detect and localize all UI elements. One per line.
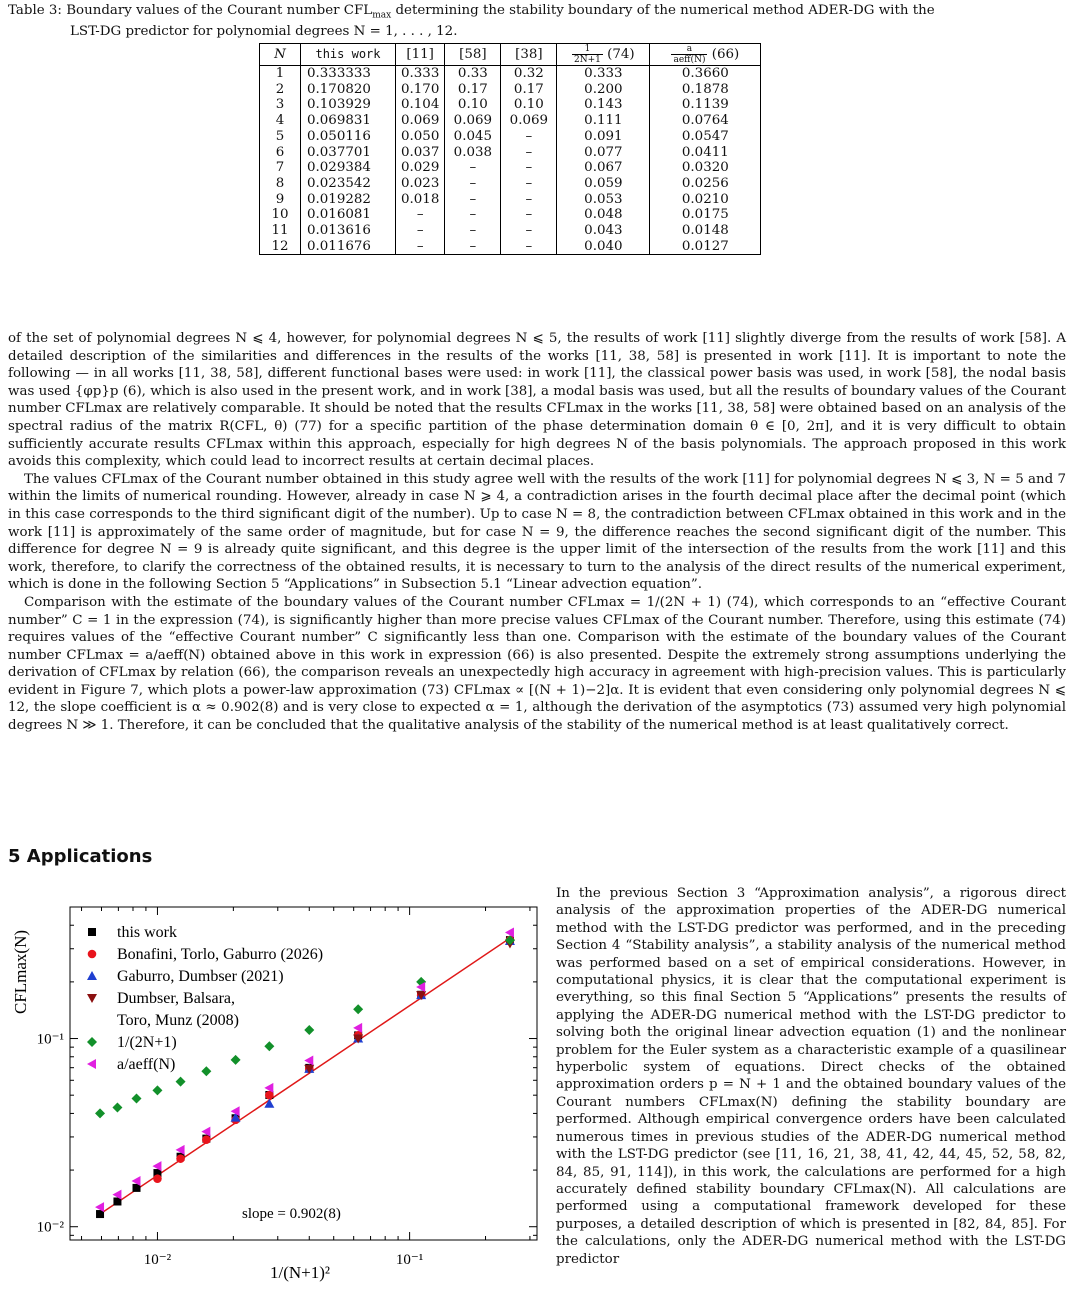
data-point-diamond (132, 1094, 142, 1104)
table-cell: 0.019282 (301, 192, 396, 208)
table-cell: – (501, 160, 557, 176)
table-cell: 0.0127 (650, 239, 761, 255)
frac-2: $\frac{a}{\text{aeff(N)}}$ (673, 44, 706, 65)
table-cell: 0.050 (396, 129, 445, 145)
table-cell: 0.17 (445, 82, 501, 98)
table-cell: 0.037701 (301, 145, 396, 161)
table-cell: 0.043 (557, 223, 650, 239)
legend-label: Toro, Munz (2008) (117, 1012, 239, 1029)
data-point-diamond (353, 1004, 363, 1014)
legend-marker-square (88, 928, 96, 936)
table-row (260, 129, 761, 145)
table-cell: 0.077 (557, 145, 650, 161)
section-title: 5 Applications (8, 846, 153, 867)
table-cell: 0.0320 (650, 160, 761, 176)
caption-sub: max (372, 10, 392, 21)
table-cell: 0.059 (557, 176, 650, 192)
body-text (8, 330, 1066, 735)
col-ref11: [11] (396, 44, 445, 66)
table-cell: 0.069 (445, 113, 501, 129)
table-cell: 0.069 (501, 113, 557, 129)
table-cell: 0.067 (557, 160, 650, 176)
table-cell: 0.17 (501, 82, 557, 98)
table-cell: – (396, 207, 445, 223)
table-cell: 1 (260, 66, 301, 82)
section-5-intro: In the previous Section 3 “Approximation analysis”, a rigorous direct analysis of the approximation properties of the ADER-DG numerical method with the LST-DG predictor was performed, and in the preceding Section 4 “Stability analysis”, a stability analysis of the numerical method was performed based on a set of empirical considerations. However, in computational physics, it is clear that the computational experiment is everything, so this final Section 5 “Applications” presents the results of applying the ADER-DG numerical method with the LST-DG predictor to solving both the original linear advection equation (1) and the nonlinear problem for the Euler system as a characteristic example of a quasilinear hyperbolic system of equations. Direct checks of the obtained approximation orders p = N + 1 and the obtained boundary values of the Courant numbers CFLmax(N) defining the stability boundary are performed. Although empirical convergence orders have been calculated numerous times in previous studies of the ADER-DG numerical method with the LST-DG predictor (see [11, 16, 21, 38, 41, 42, 44, 45, 52, 58, 82, 84, 85, 91, 114]), in this work, the calculations are performed for a high accurately defined stability boundary CFLmax(N). All calculations are performed using a computational framework developed for these purposes, a detailed description of which is presented in [82, 84, 85]. For the calculations, only the ADER-DG numerical method with the LST-DG predictor (556, 886, 1066, 1267)
table-row (260, 145, 761, 161)
table-row (260, 97, 761, 113)
table-cell: 0.048 (557, 207, 650, 223)
table-cell: 0.3660 (650, 66, 761, 82)
table-cell: 0.103929 (301, 97, 396, 113)
table-cell: – (501, 145, 557, 161)
table-cell: 0.0175 (650, 207, 761, 223)
table-cell: 2 (260, 82, 301, 98)
table-cell: 0.33 (445, 66, 501, 82)
table-cell: 0.023542 (301, 176, 396, 192)
cfl-loglog-chart (0, 880, 540, 1308)
data-point-diamond (201, 1066, 211, 1076)
col-estimate-74: $\frac{1}{2N+1}$ (74) (557, 44, 650, 66)
table-cell: – (501, 176, 557, 192)
table-cell: – (396, 223, 445, 239)
table-cell: 0.0256 (650, 176, 761, 192)
table-cell: 0.333333 (301, 66, 396, 82)
table-cell: 0.104 (396, 97, 445, 113)
table-cell: 0.029 (396, 160, 445, 176)
caption-line1: Table 3: Boundary values of the Courant number CFL (8, 3, 373, 18)
caption-line1-rest: determining the stability boundary of the numerical method ADER-DG with the (391, 3, 935, 18)
col-this-work: this work (301, 44, 396, 66)
table-cell: 0.10 (501, 97, 557, 113)
table-cell: 0.069 (396, 113, 445, 129)
table-row (260, 66, 761, 82)
table-cell: 0.018 (396, 192, 445, 208)
table-cell: 0.10 (445, 97, 501, 113)
col-ref38: [38] (501, 44, 557, 66)
legend-label: Dumbser, Balsara, (117, 990, 235, 1007)
table-cell: 9 (260, 192, 301, 208)
paragraph-2: The values CFLmax of the Courant number obtained in this study agree well with the results of the work [11] for polynomial degrees N ⩽ 3, N = 5 and 7 within the limits of numerical rounding. However, already in case N ⩾ 4, a contradiction arises in the fourth decimal place after the decimal point (which in this case corresponds to the third significant digit of the number). Up to case N = 8, the contradiction between CFLmax obtained in this work and in the work [11] is approximately of the same order of magnitude, but for case N = 9, the difference reaches the second significant digit of the number. This difference for degree N = 9 is already quite significant, and this degree is the upper limit of the intersection of the results from the work [11] and this work, therefore, to clarify the correctness of the obtained results, it is necessary to turn to the analysis of the direct results of the numerical experiment, which is done in the following Section 5 “Applications” in Subsection 5.1 “Linear advection equation”. (8, 471, 1066, 593)
data-point-diamond (176, 1077, 186, 1087)
table-cell: – (501, 239, 557, 255)
table-cell: – (445, 207, 501, 223)
data-point-circle (202, 1135, 211, 1144)
table-cell: 0.050116 (301, 129, 396, 145)
table-cell: 0.0764 (650, 113, 761, 129)
slope-annotation: slope = 0.902(8) (242, 1206, 341, 1222)
legend-marker-triangle-down (87, 994, 97, 1003)
table-cell: – (501, 129, 557, 145)
legend-label: 1/(2N+1) (117, 1034, 177, 1051)
table-cell: 11 (260, 223, 301, 239)
table-cell: – (445, 192, 501, 208)
legend-marker-circle (88, 950, 97, 959)
table-cell: 0.038 (445, 145, 501, 161)
x-axis-label: 1/(N+1)² (269, 1263, 331, 1282)
table-cell: 0.091 (557, 129, 650, 145)
y-tick-label: 10⁻² (36, 1219, 64, 1236)
table-cell: 0.333 (396, 66, 445, 82)
x-tick-label: 10⁻² (143, 1252, 172, 1268)
table-cell: – (445, 176, 501, 192)
table-cell: 0.170820 (301, 82, 396, 98)
table-cell: 0.32 (501, 66, 557, 82)
paragraph-3: Comparison with the estimate of the boundary values of the Courant number CFLmax = 1/(2N + 1) (74), which corresponds to an “effective Courant number” C = 1 in the expression (74), is significantly higher than more precise values CFLmax of the Courant number. Therefore, using this estimate (74) requires values of the “effective Courant number” C significantly less than one. Comparison with the estimate of the boundary values of the Courant number CFLmax = a/aeff(N) obtained above in this work in expression (66) is also presented. Despite the extremely strong assumptions underlying the derivation of CFLmax by relation (66), the comparison reveals an unexpectedly high accuracy in agreement with high-precision values. This is particularly evident in Figure 7, which plots a power-law approximation (73) CFLmax ∝ [(N + 1)−2]α. It is evident that even considering only polynomial degrees N ⩽ 12, the slope coefficient is α ≈ 0.902(8) and is very close to expected α = 1, although the derivation of the asymptotics (73) assumed very high polynomial degrees N ≫ 1. Therefore, it can be concluded that the qualitative analysis of the stability of the numerical method is at least qualitatively correct. (8, 594, 1066, 734)
table-cell: 6 (260, 145, 301, 161)
col-estimate-66: $\frac{a}{\text{aeff(N)}}$ (66) (650, 44, 761, 66)
table-cell: 0.143 (557, 97, 650, 113)
table-cell: 0.037 (396, 145, 445, 161)
table-row (260, 223, 761, 239)
table-row (260, 113, 761, 129)
table-row (260, 160, 761, 176)
data-point-diamond (112, 1103, 122, 1113)
data-point-diamond (152, 1085, 162, 1095)
legend-label: Bonafini, Torlo, Gaburro (2026) (117, 946, 324, 963)
col-ref58: [58] (445, 44, 501, 66)
table-cell: 10 (260, 207, 301, 223)
data-point-circle (153, 1174, 162, 1183)
table-cell: 12 (260, 239, 301, 255)
table-header-row (260, 44, 761, 66)
table-cell: 7 (260, 160, 301, 176)
table-cell: 0.0210 (650, 192, 761, 208)
table-cell: 3 (260, 97, 301, 113)
data-point-diamond (231, 1055, 241, 1065)
table-cell: 0.040 (557, 239, 650, 255)
legend-label: Gaburro, Dumbser (2021) (117, 968, 284, 985)
table-row (260, 207, 761, 223)
table-cell: 4 (260, 113, 301, 129)
table-cell: 0.1878 (650, 82, 761, 98)
table-cell: – (396, 239, 445, 255)
table-cell: 0.013616 (301, 223, 396, 239)
table-body (260, 66, 761, 255)
col-n: N (260, 44, 301, 66)
table-caption (8, 3, 1066, 40)
table-row (260, 239, 761, 255)
table-cell: 0.016081 (301, 207, 396, 223)
table-cell: 0.1139 (650, 97, 761, 113)
table-cell: 0.333 (557, 66, 650, 82)
data-point-diamond (95, 1108, 105, 1118)
x-tick-label: 10⁻¹ (395, 1252, 424, 1268)
table-row (260, 82, 761, 98)
table-cell: – (501, 207, 557, 223)
data-point-circle (176, 1154, 185, 1163)
y-tick-label: 10⁻¹ (36, 1031, 64, 1048)
y-axis-label: CFLmax(N) (11, 929, 30, 1015)
legend-label: a/aeff(N) (117, 1056, 176, 1073)
legend-marker-triangle-up (87, 971, 97, 980)
table-row (260, 192, 761, 208)
table-cell: 0.011676 (301, 239, 396, 255)
table-cell: – (445, 239, 501, 255)
paragraph-1: of the set of polynomial degrees N ⩽ 4, however, for polynomial degrees N ⩽ 5, the results of work [11] slightly diverge from the results of work [58]. A detailed description of the similarities and differences in the results of the works [11, 38, 58] is presented in work [11]. It is important to note the following — in all works [11, 38, 58], different functional bases were used: in work [11], the classical power basis was used, in work [58], the nodal basis was used {φp}p (6), which is also used in the present work, and in work [38], a modal basis was used, but all the results of boundary values of the Courant number CFLmax are relatively comparable. It should be noted that the results CFLmax in the works [11, 38, 58] were obtained based on an analysis of the spectral radius of the matrix R(CFL, θ) (77) for a specific partition of the phase determination domain θ ∈ [0, 2π], and it is very difficult to obtain sufficiently accurate results CFLmax within this approach, especially for high degrees N of the basis polynomials. The approach proposed in this work avoids this complexity, which could lead to incorrect results at certain decimal places. (8, 331, 1066, 470)
table-cell: 0.0411 (650, 145, 761, 161)
table-cell: 0.023 (396, 176, 445, 192)
data-point-diamond (304, 1025, 314, 1035)
table-cell: 8 (260, 176, 301, 192)
table-cell: 5 (260, 129, 301, 145)
caption-line2: LST-DG predictor for polynomial degrees N = 1, . . . , 12. (70, 23, 458, 39)
table-cell: – (445, 223, 501, 239)
table-cell: 0.0148 (650, 223, 761, 239)
table-cell: 0.053 (557, 192, 650, 208)
table-row (260, 176, 761, 192)
results-table (259, 43, 761, 255)
table-cell: 0.045 (445, 129, 501, 145)
legend-label: this work (117, 924, 177, 941)
data-point-diamond (264, 1041, 274, 1051)
table-cell: – (445, 160, 501, 176)
table-cell: – (501, 223, 557, 239)
table-cell: 0.029384 (301, 160, 396, 176)
legend-marker-diamond (87, 1037, 97, 1047)
table-cell: 0.069831 (301, 113, 396, 129)
frac-1: $\frac{1}{2N+1}$ (574, 44, 601, 65)
table-cell: 0.111 (557, 113, 650, 129)
legend-marker-triangle-left (87, 1059, 96, 1069)
table-cell: 0.170 (396, 82, 445, 98)
table-cell: 0.200 (557, 82, 650, 98)
table-cell: – (501, 192, 557, 208)
table-cell: 0.0547 (650, 129, 761, 145)
